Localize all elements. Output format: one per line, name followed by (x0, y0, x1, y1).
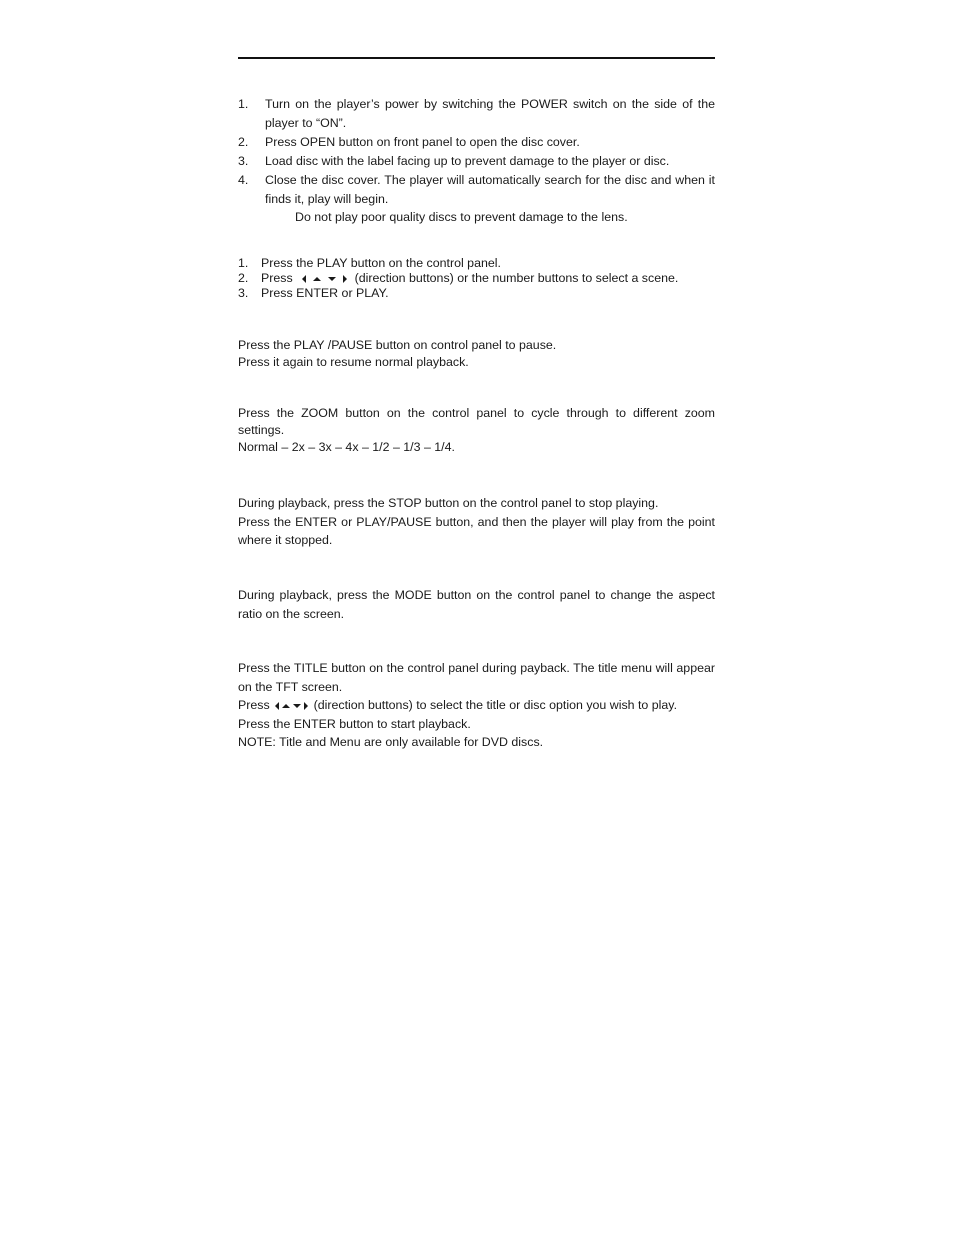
paragraph: Press the ENTER button to start playback. (238, 716, 471, 731)
list-item (238, 286, 715, 301)
list-item (238, 271, 715, 286)
step-number: 1. (238, 256, 249, 270)
paragraph: During playback, press the STOP button on the control panel to stop playing. (238, 496, 659, 510)
paragraph: During playback, press the MODE button on the control panel to change the aspect ratio on the screen. (238, 588, 715, 621)
paragraph: Press the PLAY /PAUSE button on control panel to pause. (238, 338, 557, 352)
paragraph (238, 696, 715, 715)
step-text: Close the disc cover. The player will automatically search for the disc and when it finds it, play will begin. (265, 173, 715, 206)
list-item (238, 95, 715, 133)
paragraph: Normal – 2x – 3x – 4x – 1/2 – 1/3 – 1/4. (238, 440, 455, 454)
step-number: 3. (238, 286, 249, 300)
paragraph: Press the ENTER or PLAY/PAUSE button, and then the player will play from the point where it stopped. (238, 514, 715, 547)
arrow-up-icon (313, 277, 321, 281)
step-number: 1. (238, 97, 249, 111)
list-item (238, 256, 715, 271)
list-item (238, 171, 715, 209)
list-item (238, 133, 715, 152)
arrow-left-icon (302, 275, 306, 283)
zoom-section (238, 405, 715, 456)
step-text: Press (261, 271, 293, 285)
arrow-up-icon (282, 704, 290, 708)
lens-note: Do not play poor quality discs to prevent damage to the lens. (295, 210, 628, 224)
step-text: Press the PLAY button on the control panel. (261, 256, 501, 270)
paragraph: Press the TITLE button on the control panel during payback. The title menu will appear on the TFT screen. (238, 661, 715, 694)
step-number: 2. (238, 135, 249, 149)
step-number: 3. (238, 154, 249, 168)
title-section (238, 659, 715, 752)
paragraph-text: (direction buttons) to select the title or disc option you wish to play. (313, 698, 678, 712)
step-text: Press ENTER or PLAY. (261, 286, 389, 300)
step-text: (direction buttons) or the number buttons to select a scene. (354, 271, 679, 285)
list-item (238, 152, 715, 171)
paragraph-text: Press (238, 698, 270, 712)
step-number: 4. (238, 173, 249, 187)
step-text: Press OPEN button on front panel to open the disc cover. (265, 135, 580, 149)
pause-section (238, 337, 715, 371)
step-text: Turn on the player’s power by switching the POWER switch on the side of the player to “ON”. (265, 97, 715, 130)
arrow-right-icon (343, 275, 347, 283)
paragraph: Press it again to resume normal playback. (238, 355, 469, 369)
play-section (238, 256, 715, 301)
arrow-down-icon (328, 277, 336, 281)
arrow-down-icon (293, 704, 301, 708)
load-disc-section (238, 95, 715, 226)
direction-buttons (275, 702, 308, 710)
direction-buttons (302, 275, 347, 283)
step-text: Load disc with the label facing up to prevent damage to the player or disc. (265, 154, 670, 168)
stop-section (238, 494, 715, 550)
step-number: 2. (238, 271, 249, 285)
header-rule (238, 57, 715, 59)
arrow-right-icon (304, 702, 308, 710)
arrow-left-icon (275, 702, 279, 710)
mode-section (238, 586, 715, 623)
dvd-note: NOTE: Title and Menu are only available for DVD discs. (238, 735, 544, 749)
paragraph: Press the ZOOM button on the control panel to cycle through to different zoom settings. (238, 406, 715, 437)
